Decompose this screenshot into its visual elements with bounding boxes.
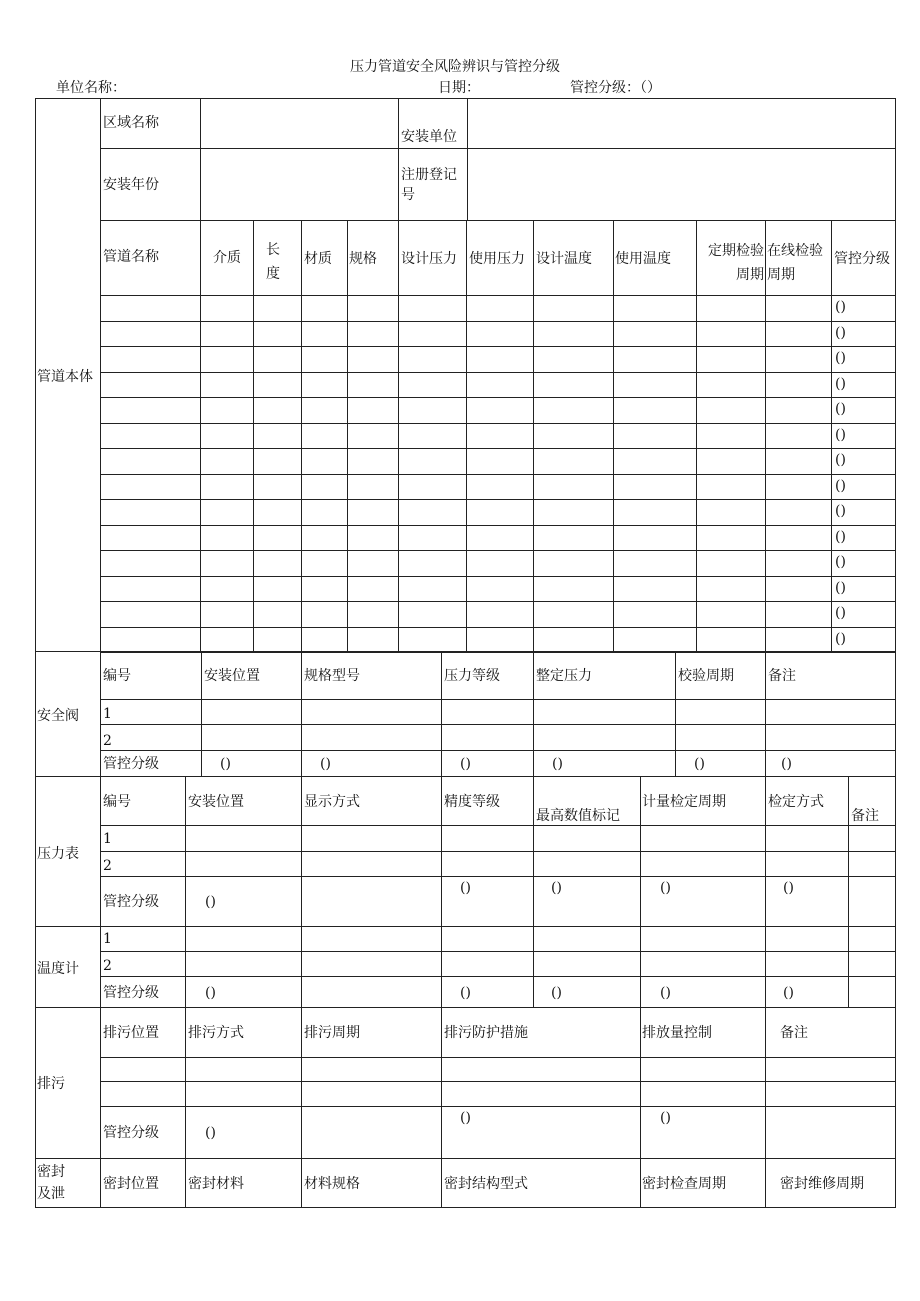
thermo-grade-mark: () [460, 985, 471, 1001]
thermo-grade-mark: () [783, 985, 794, 1001]
grid-line [848, 776, 849, 1008]
grid-line [100, 576, 896, 577]
valve-col-model: 规格型号 [304, 668, 360, 684]
valve-grade-mark: () [320, 756, 331, 772]
seal-section-label: 密封及泄 [37, 1164, 65, 1202]
grid-line [301, 220, 302, 652]
gauge-grade-label: 管控分级 [103, 894, 159, 910]
seal-col-spec: 材料规格 [304, 1176, 360, 1192]
thermo-section-label: 温度计 [37, 961, 79, 977]
seal-col-repair-period: 密封维修周期 [780, 1176, 864, 1192]
grid-line [100, 851, 896, 852]
grid-line [100, 372, 896, 373]
grid-line [765, 926, 766, 1008]
col-design-pressure: 设计压力 [401, 251, 457, 267]
thermo-grade-mark: () [551, 985, 562, 1001]
grid-line [895, 98, 896, 1208]
valve-grade-mark: () [552, 756, 563, 772]
grid-line [100, 1106, 896, 1107]
drain-grade-mark: () [205, 1125, 216, 1141]
grid-line [35, 1207, 896, 1208]
valve-col-calibration: 校验周期 [678, 668, 734, 684]
col-design-temp: 设计温度 [536, 251, 592, 267]
grid-line [301, 1007, 302, 1159]
valve-col-pressure-class: 压力等级 [444, 668, 500, 684]
drain-col-position: 排污位置 [103, 1025, 159, 1041]
grid-line [100, 397, 896, 398]
grid-line [185, 1158, 186, 1208]
grid-line [398, 220, 399, 652]
drain-grade-label: 管控分级 [103, 1125, 159, 1141]
grid-line [613, 220, 614, 652]
thermo-row-1: 1 [103, 931, 112, 947]
col-pipe-name: 管道名称 [103, 249, 159, 265]
grid-line [675, 651, 676, 777]
grid-line [301, 1158, 302, 1208]
reg-no-label: 注册登记号 [401, 167, 457, 203]
gauge-col-metrology: 计量检定周期 [642, 794, 726, 810]
pipe-row-grade-mark: () [835, 503, 846, 519]
pipe-row-grade-mark: () [835, 528, 846, 545]
valve-grade-mark: () [781, 756, 792, 772]
grid-line [831, 220, 832, 652]
grid-line [765, 1158, 766, 1208]
gauge-col-no: 编号 [103, 794, 131, 810]
col-periodic-inspection: 定期检验周期 [708, 243, 764, 283]
page-title: 压力管道安全风险辨识与管控分级 [350, 59, 560, 75]
area-name-label: 区域名称 [103, 115, 159, 131]
pipe-section-label: 管道本体 [37, 369, 93, 385]
gauge-grade-mark: () [660, 880, 671, 896]
grid-line [100, 601, 896, 602]
gauge-grade-mark: () [783, 880, 794, 896]
grid-line [100, 699, 896, 700]
valve-grade-label: 管控分级 [103, 756, 159, 772]
grid-line [441, 776, 442, 927]
grid-line [398, 98, 399, 221]
overall-grade-label: 管控分级：（） [570, 80, 661, 96]
grid-line [301, 926, 302, 1008]
pipe-row-grade-mark: () [835, 324, 846, 341]
pipe-row-grade-mark: () [835, 426, 846, 443]
grid-line [441, 1007, 442, 1159]
grid-line [35, 926, 896, 927]
grid-line [100, 1057, 896, 1058]
drain-section-label: 排污 [37, 1076, 65, 1092]
grid-line [100, 220, 896, 221]
seal-col-material: 密封材料 [188, 1176, 244, 1192]
grid-line [100, 346, 896, 347]
grid-line [441, 1158, 442, 1208]
grid-line [765, 651, 766, 777]
valve-col-remark: 备注 [768, 668, 796, 684]
grid-line [441, 926, 442, 1008]
grid-line [640, 1158, 641, 1208]
grid-line [100, 499, 896, 500]
grid-line [533, 651, 534, 777]
thermo-grade-mark: () [205, 985, 216, 1001]
pipe-row-grade-mark: () [835, 452, 846, 468]
grid-line [100, 750, 896, 751]
drain-col-discharge: 排放量控制 [642, 1025, 712, 1041]
grid-line [696, 220, 697, 652]
valve-col-position: 安装位置 [204, 668, 260, 684]
valve-grade-mark: () [220, 756, 231, 772]
pipe-row-grade-mark: () [835, 401, 846, 417]
gauge-col-accuracy: 精度等级 [444, 794, 500, 810]
seal-col-structure: 密封结构型式 [444, 1176, 528, 1192]
grid-line [467, 98, 468, 221]
pipe-row-grade-mark: () [835, 375, 846, 392]
col-work-temp: 使用温度 [615, 251, 671, 267]
grid-line [765, 220, 766, 652]
grid-line [100, 98, 101, 1208]
col-online-inspection: 在线检验周期 [767, 243, 823, 283]
col-control-grade: 管控分级 [834, 251, 890, 267]
drain-col-remark: 备注 [780, 1025, 808, 1041]
drain-col-protection: 排污防护措施 [444, 1025, 528, 1041]
grid-line [765, 1007, 766, 1159]
grid-line [35, 1158, 896, 1159]
grid-line [301, 776, 302, 927]
grid-line [347, 220, 348, 652]
col-length: 长度 [266, 242, 280, 282]
grid-line [100, 423, 896, 424]
drain-grade-mark: () [660, 1110, 671, 1126]
grid-line [201, 651, 202, 777]
pipe-row-grade-mark: () [835, 299, 846, 315]
valve-col-set-pressure: 整定压力 [536, 668, 592, 684]
gauge-row-2: 2 [103, 858, 112, 874]
grid-line [466, 220, 467, 652]
gauge-col-display: 显示方式 [304, 794, 360, 810]
valve-section-label: 安全阀 [37, 708, 79, 724]
grid-line [200, 98, 201, 221]
grid-line [100, 148, 896, 149]
grid-line [100, 825, 896, 826]
grid-line [100, 295, 896, 296]
drain-col-method: 排污方式 [188, 1025, 244, 1041]
valve-grade-mark: () [694, 756, 705, 772]
grid-line [100, 652, 896, 653]
pipe-row-grade-mark: () [835, 630, 846, 647]
unit-name-label: 单位名称： [56, 80, 126, 96]
pipe-row-grade-mark: () [835, 579, 846, 596]
col-spec: 规格 [349, 251, 377, 267]
date-label: 日期： [438, 80, 480, 96]
gauge-grade-mark: () [551, 880, 562, 896]
grid-line [533, 926, 534, 1008]
grid-line [765, 776, 766, 927]
seal-col-position: 密封位置 [103, 1176, 159, 1192]
grid-line [100, 448, 896, 449]
grid-line [100, 321, 896, 322]
gauge-col-remark: 备注 [851, 808, 879, 824]
gauge-grade-mark: () [460, 880, 471, 896]
grid-line [100, 525, 896, 526]
pipe-row-grade-mark: () [835, 554, 846, 570]
gauge-col-position: 安装位置 [188, 794, 244, 810]
grid-line [100, 976, 896, 977]
grid-line [533, 776, 534, 927]
grid-line [35, 1007, 896, 1008]
gauge-col-verify-method: 检定方式 [768, 794, 824, 810]
grid-line [640, 776, 641, 927]
thermo-grade-mark: () [660, 985, 671, 1001]
valve-row-1: 1 [103, 706, 112, 722]
drain-col-period: 排污周期 [304, 1025, 360, 1041]
pipe-row-grade-mark: () [835, 605, 846, 621]
grid-line [441, 651, 442, 777]
pipe-row-grade-mark: () [835, 350, 846, 366]
col-work-pressure: 使用压力 [469, 251, 525, 267]
grid-line [185, 776, 186, 927]
grid-line [35, 98, 896, 99]
grid-line [185, 926, 186, 1008]
gauge-col-max-mark: 最高数值标记 [536, 808, 620, 824]
gauge-row-1: 1 [103, 831, 112, 847]
install-year-label: 安装年份 [103, 177, 159, 193]
pipe-row-grade-mark: () [835, 477, 846, 494]
valve-col-no: 编号 [103, 668, 131, 684]
grid-line [301, 651, 302, 777]
grid-line [100, 876, 896, 877]
grid-line [185, 1007, 186, 1159]
grid-line [533, 220, 534, 652]
thermo-row-2: 2 [103, 958, 112, 974]
col-material: 材质 [304, 251, 332, 267]
valve-grade-mark: () [460, 756, 471, 772]
thermo-grade-label: 管控分级 [103, 985, 159, 1001]
grid-line [253, 220, 254, 652]
grid-line [100, 1081, 896, 1082]
grid-line [35, 98, 36, 1208]
install-unit-label: 安装单位 [401, 129, 457, 145]
grid-line [640, 926, 641, 1008]
grid-line [100, 474, 896, 475]
gauge-grade-mark: () [205, 894, 216, 910]
grid-line [100, 951, 896, 952]
grid-line [200, 220, 201, 652]
gauge-section-label: 压力表 [37, 846, 79, 862]
drain-grade-mark: () [460, 1110, 471, 1126]
grid-line [100, 627, 896, 628]
grid-line [100, 724, 896, 725]
col-medium: 介质 [213, 250, 241, 266]
grid-line [640, 1007, 641, 1159]
grid-line [100, 550, 896, 551]
grid-line [35, 776, 896, 777]
seal-col-check-period: 密封检查周期 [642, 1176, 726, 1192]
valve-row-2: 2 [103, 733, 112, 749]
